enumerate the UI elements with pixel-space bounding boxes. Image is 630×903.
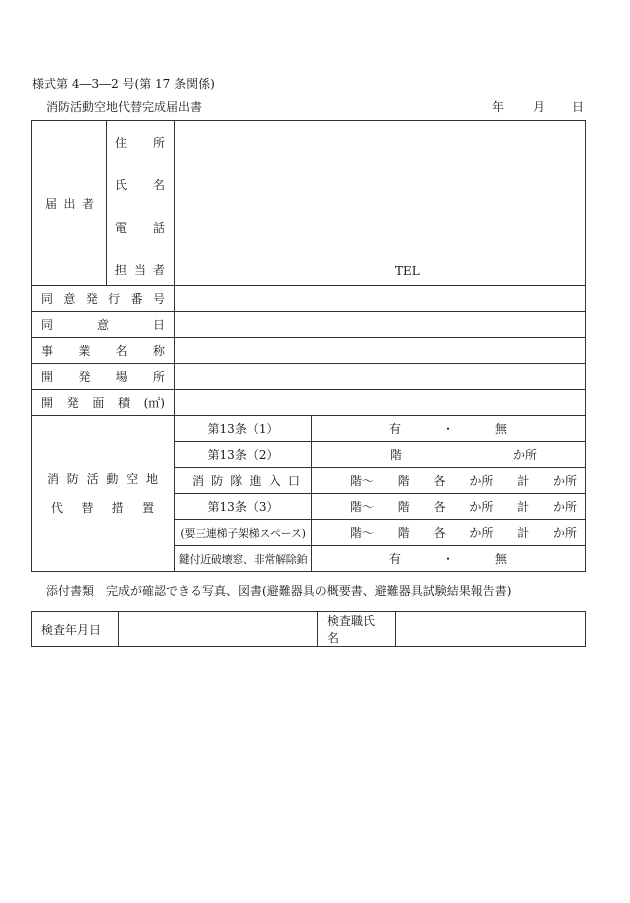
- attachments-text: 完成が確認できる写真、図書(避難器具の概要書、避難器具試験結果報告書): [106, 584, 512, 598]
- entrance-floor-options[interactable]: 階～ 階 各 か所 計 か所: [312, 468, 586, 494]
- date-day: 日: [572, 100, 585, 114]
- entrance-label: 消 防 隊 進 入 口: [175, 468, 312, 494]
- date-month: 月: [533, 100, 546, 114]
- alt-measure-label: 消 防 活 動 空 地 代 替 措 置: [32, 416, 175, 572]
- contact-label: 担 当 者: [115, 263, 165, 278]
- lock-window-label: 鍵付近破壊窓、非常解除鉑: [175, 546, 312, 572]
- site-label: 開 発 場 所: [32, 364, 175, 390]
- form-id: 様式第 4―3―2 号(第 17 条関係): [32, 77, 215, 91]
- article-13-2: 第13条（2）: [175, 442, 312, 468]
- attachments: [46, 585, 511, 597]
- consent-date-label: 同 意 日: [32, 312, 175, 338]
- ladder-space-label: (要三連梯子架梯スペース): [175, 520, 312, 546]
- tel-label: TEL: [395, 264, 420, 278]
- address-label: 住 所: [115, 135, 165, 150]
- inspection-date-label: 検査年月日: [32, 612, 119, 647]
- notifier-label: 届 出 者: [32, 121, 107, 286]
- article-13-3: 第13条（3）: [175, 494, 312, 520]
- article-13-2-option[interactable]: 階 か所: [312, 442, 586, 468]
- inspection-date-field[interactable]: [119, 612, 318, 647]
- article-13-1: 第13条（1）: [175, 416, 312, 442]
- area-label: 開 発 面 積 (㎡): [32, 390, 175, 416]
- inspection-table: [31, 611, 586, 647]
- consent-number-label: 同 意 発 行 番 号: [32, 286, 175, 312]
- consent-date-field[interactable]: [175, 312, 586, 338]
- phone-label: 電 話: [115, 220, 165, 235]
- project-name-label: 事 業 名 称: [32, 338, 175, 364]
- lock-window-option[interactable]: 有 ・ 無: [312, 546, 586, 572]
- attachments-label: 添付書類: [46, 584, 95, 598]
- notifier-fields-labels: [107, 121, 175, 286]
- project-name-field[interactable]: [175, 338, 586, 364]
- article-13-1-option[interactable]: 有 ・ 無: [312, 416, 586, 442]
- article-13-3-floor-options[interactable]: 階～ 階 各 か所 計 か所: [312, 494, 586, 520]
- inspector-name-field[interactable]: [396, 612, 586, 647]
- main-form-table: [31, 120, 586, 572]
- ladder-floor-options[interactable]: 階～ 階 各 か所 計 か所: [312, 520, 586, 546]
- inspector-name-label: 検査職氏名: [318, 612, 396, 647]
- consent-number-field[interactable]: [175, 286, 586, 312]
- date-year: 年: [492, 100, 505, 114]
- name-label: 氏 名: [115, 178, 165, 193]
- site-field[interactable]: [175, 364, 586, 390]
- form-title: 消防活動空地代替完成届出書: [46, 100, 203, 114]
- area-field[interactable]: [175, 390, 586, 416]
- notifier-input-area[interactable]: [175, 121, 586, 286]
